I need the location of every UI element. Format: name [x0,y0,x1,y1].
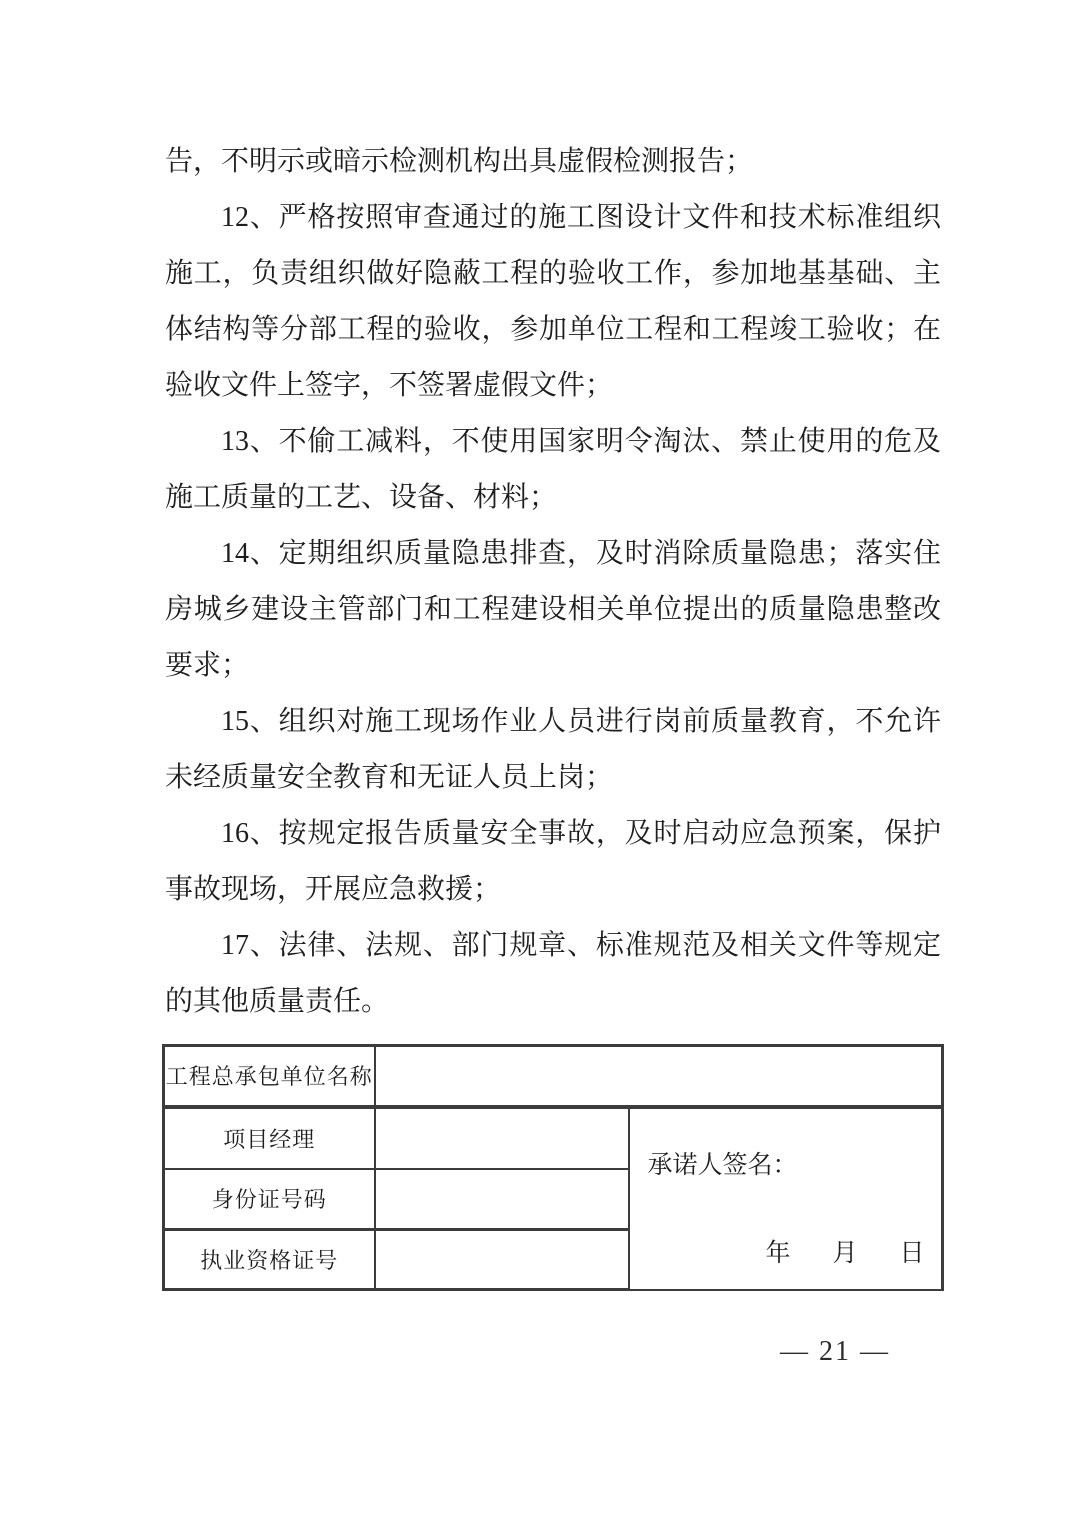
table-value-project-manager [375,1107,629,1169]
commitment-form-table [162,1044,944,1291]
date-year-label: 年 [765,1239,791,1267]
paragraph-16: 16、按规定报告质量安全事故，及时启动应急预案，保护事故现场，开展应急救援； [165,818,941,905]
table-label-project-manager: 项目经理 [164,1107,375,1169]
paragraph-13: 13、不偷工减料，不使用国家明令淘汰、禁止使用的危及施工质量的工艺、设备、材料； [165,426,941,513]
paragraph-12: 12、严格按照审查通过的施工图设计文件和技术标准组织施工，负责组织做好隐蔽工程的验收工作，参加地基基础、主体结构等分部工程的验收，参加单位工程和工程竣工验收；在验收文件上签字，不签署虚假文件； [165,202,941,401]
date-month-label: 月 [832,1239,858,1267]
signature-label: 承诺人签名： [647,1151,798,1179]
table-label-qualification-number: 执业资格证号 [164,1230,375,1290]
table-value-contractor-name [375,1046,943,1107]
table-label-id-number: 身份证号码 [164,1169,375,1230]
table-value-qualification-number [375,1230,629,1290]
table-value-id-number [375,1169,629,1230]
page-number: — 21 — [780,1336,890,1367]
paragraph-11-continuation: 告，不明示或暗示检测机构出具虚假检测报告； [165,146,754,177]
paragraph-15: 15、组织对施工现场作业人员进行岗前质量教育，不允许未经质量安全教育和无证人员上岗； [165,706,941,793]
paragraph-14: 14、定期组织质量隐患排查，及时消除质量隐患；落实住房城乡建设主管部门和工程建设相关单位提出的质量隐患整改要求； [165,538,941,681]
table-label-contractor-name: 工程总承包单位名称 [164,1046,375,1107]
date-line [648,1233,942,1269]
body-text [165,134,941,1030]
signature-cell [629,1107,943,1290]
date-day-label: 日 [899,1239,925,1267]
paragraph-17: 17、法律、法规、部门规章、标准规范及相关文件等规定的其他质量责任。 [165,930,941,1017]
